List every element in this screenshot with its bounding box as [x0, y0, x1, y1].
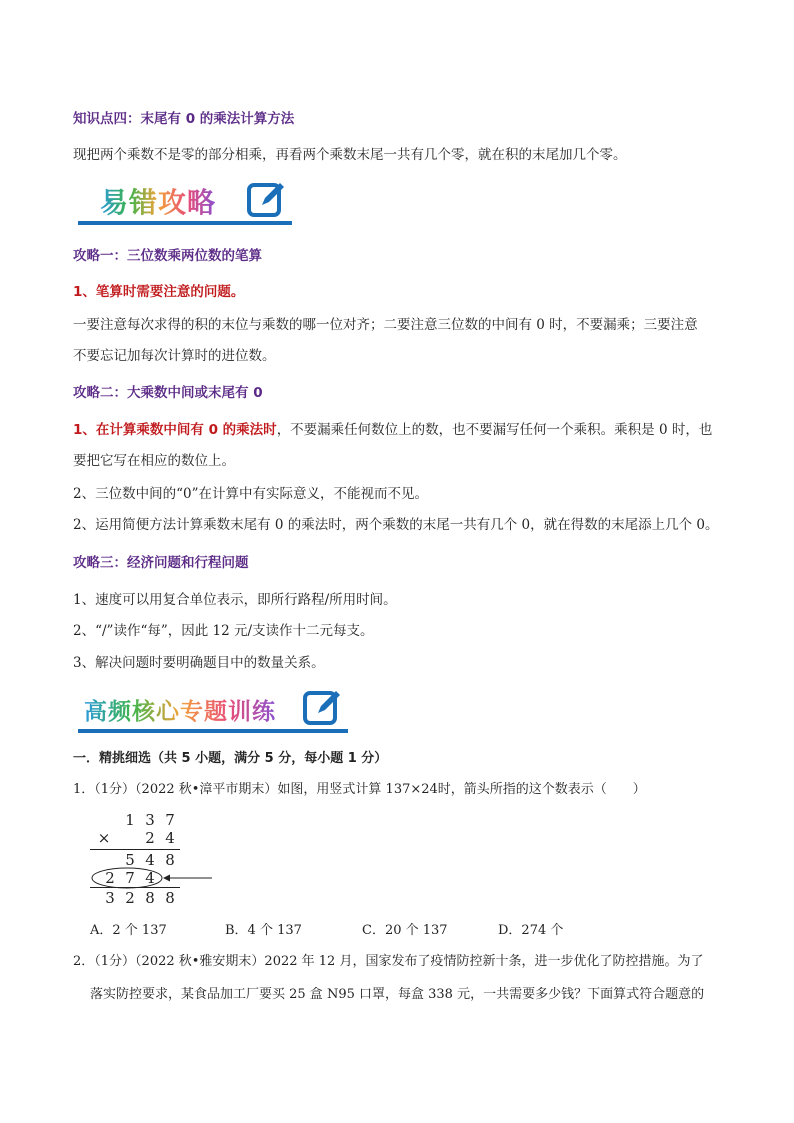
banner-core-training — [78, 685, 348, 733]
strategy1-title: 攻略一：三位数乘两位数的笔算 — [73, 248, 262, 264]
digit: 8 — [165, 889, 175, 907]
strategy2-p1 — [73, 420, 712, 440]
strategy3-p1: 1、速度可以用复合单位表示，即所行路程/所用时间。 — [73, 592, 397, 608]
banner-error-strategy — [78, 177, 292, 225]
strategy2-p2: 2、三位数中间的“0”在计算中有实际意义，不能视而不见。 — [73, 486, 428, 502]
strategy1-line2: 不要忘记加每次计算时的进位数。 — [73, 348, 276, 364]
option-b[interactable]: B．4 个 137 — [225, 923, 302, 938]
strategy1-point: 1、笔算时需要注意的问题。 — [73, 284, 245, 300]
question-2-line2: 落实防控要求，某食品加工厂要买 25 盒 N95 口罩，每盒 338 元，一共需要多少钱？下面算式符合题意的 — [90, 987, 705, 1002]
banner-underline — [78, 221, 292, 225]
digit: 8 — [165, 851, 175, 869]
strategy2-title: 攻略二：大乘数中间或末尾有 0 — [73, 385, 263, 401]
digit: 2 — [105, 869, 115, 887]
option-a[interactable]: A．2 个 137 — [90, 923, 167, 938]
banner-title: 易错攻略 — [100, 181, 216, 221]
strategy2-p3: 2、运用简便方法计算乘数末尾有 0 的乘法时，两个乘数的末尾一共有几个 0，就在得数的末尾添上几个 0。 — [73, 517, 719, 533]
strategy3-title: 攻略三：经济问题和行程问题 — [73, 555, 249, 571]
strategy3-p2: 2、“/”读作“每”，因此 12 元/支读作十二元每支。 — [73, 623, 374, 639]
ellipse-arrow-marker — [90, 811, 220, 911]
digit: 7 — [125, 869, 135, 887]
option-c[interactable]: C．20 个 137 — [362, 923, 448, 938]
edit-icon — [246, 179, 288, 223]
digit: 7 — [165, 811, 175, 829]
strategy2-p1-line2: 要把它写在相应的数位上。 — [73, 453, 235, 469]
digit: 2 — [125, 889, 135, 907]
strategy3-p3: 3、解决问题时要明确题目中的数量关系。 — [73, 655, 325, 671]
strategy2-p1-highlight: 1、在计算乘数中间有 0 的乘法时 — [73, 422, 277, 438]
digit: 8 — [145, 889, 155, 907]
digit: 4 — [145, 851, 155, 869]
knowledge-body: 现把两个乘数不是零的部分相乘，再看两个乘数末尾一共有几个零，就在积的末尾加几个零。 — [73, 147, 627, 163]
multiply-sign: × — [97, 829, 111, 847]
digit: 2 — [145, 829, 155, 847]
strategy1-line1: 一要注意每次求得的积的末位与乘数的哪一位对齐；二要注意三位数的中间有 0 时，不要漏乘；三要注意 — [73, 317, 698, 333]
digit: 3 — [145, 811, 155, 829]
digit: 1 — [125, 811, 135, 829]
digit: 5 — [125, 851, 135, 869]
banner-title: 高频核心专题训练 — [84, 693, 276, 726]
edit-icon — [302, 687, 344, 731]
banner-underline — [78, 729, 348, 733]
digit: 3 — [105, 889, 115, 907]
section-title: 一．精挑细选（共 5 小题，满分 5 分，每小题 1 分） — [73, 751, 388, 766]
knowledge-title: 知识点四：末尾有 0 的乘法计算方法 — [73, 111, 295, 127]
question-2-line1: 2．（1分）（2022 秋•雅安期末）2022 年 12 月，国家发布了疫情防控新十条，进一步优化了防控措施。为了 — [73, 954, 704, 969]
question-1-text: 1．（1分）（2022 秋•漳平市期末）如图，用竖式计算 137×24时，箭头所指的这个数表示（ ） — [73, 782, 646, 797]
option-d[interactable]: D．274 个 — [498, 923, 564, 938]
digit: 4 — [145, 869, 155, 887]
strategy2-p1-rest: ，不要漏乘任何数位上的数，也不要漏写任何一个乘积。乘积是 0 时，也 — [276, 422, 713, 438]
vertical-multiplication — [90, 811, 220, 911]
digit: 4 — [165, 829, 175, 847]
